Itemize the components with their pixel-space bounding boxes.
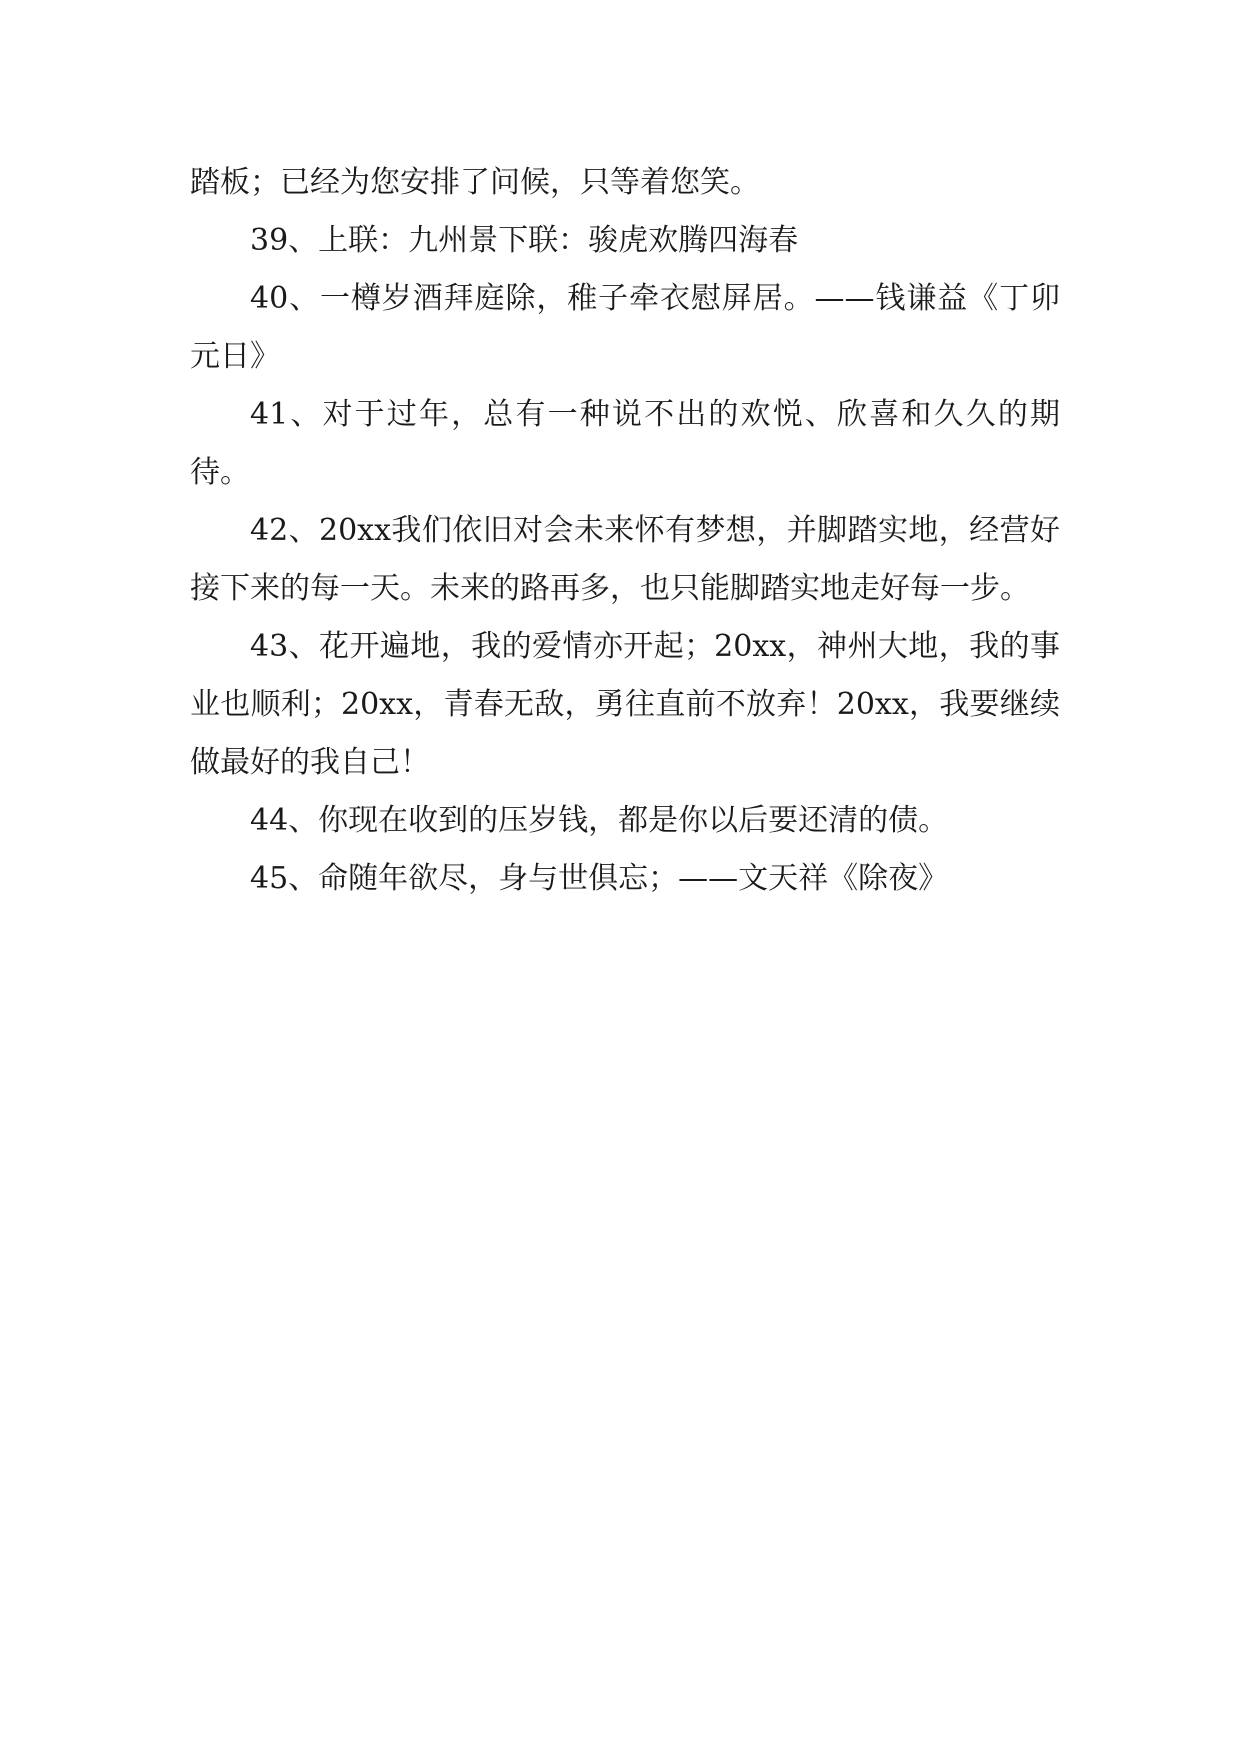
paragraph-item-41: 41、对于过年，总有一种说不出的欢悦、欣喜和久久的期待。 — [190, 397, 1060, 490]
document-body — [190, 154, 1060, 908]
paragraph-item-42: 42、20xx我们依旧对会未来怀有梦想，并脚踏实地，经营好接下来的每一天。未来的路再多，也只能脚踏实地走好每一步。 — [190, 513, 1060, 606]
paragraph-item-43: 43、花开遍地，我的爱情亦开起；20xx，神州大地，我的事业也顺利；20xx，青春无敌，勇往直前不放弃！20xx，我要继续做最好的我自己！ — [190, 629, 1060, 780]
paragraph-continuation: 踏板；已经为您安排了问候，只等着您笑。 — [190, 165, 760, 200]
paragraph-item-40: 40、一樽岁酒拜庭除，稚子牵衣慰屏居。——钱谦益《丁卯元日》 — [190, 281, 1060, 374]
paragraph-item-45: 45、命随年欲尽，身与世俱忘；——文天祥《除夜》 — [250, 861, 949, 896]
paragraph-item-44: 44、你现在收到的压岁钱，都是你以后要还清的债。 — [250, 803, 949, 838]
paragraph-item-39: 39、上联：九州景下联：骏虎欢腾四海春 — [250, 223, 799, 258]
